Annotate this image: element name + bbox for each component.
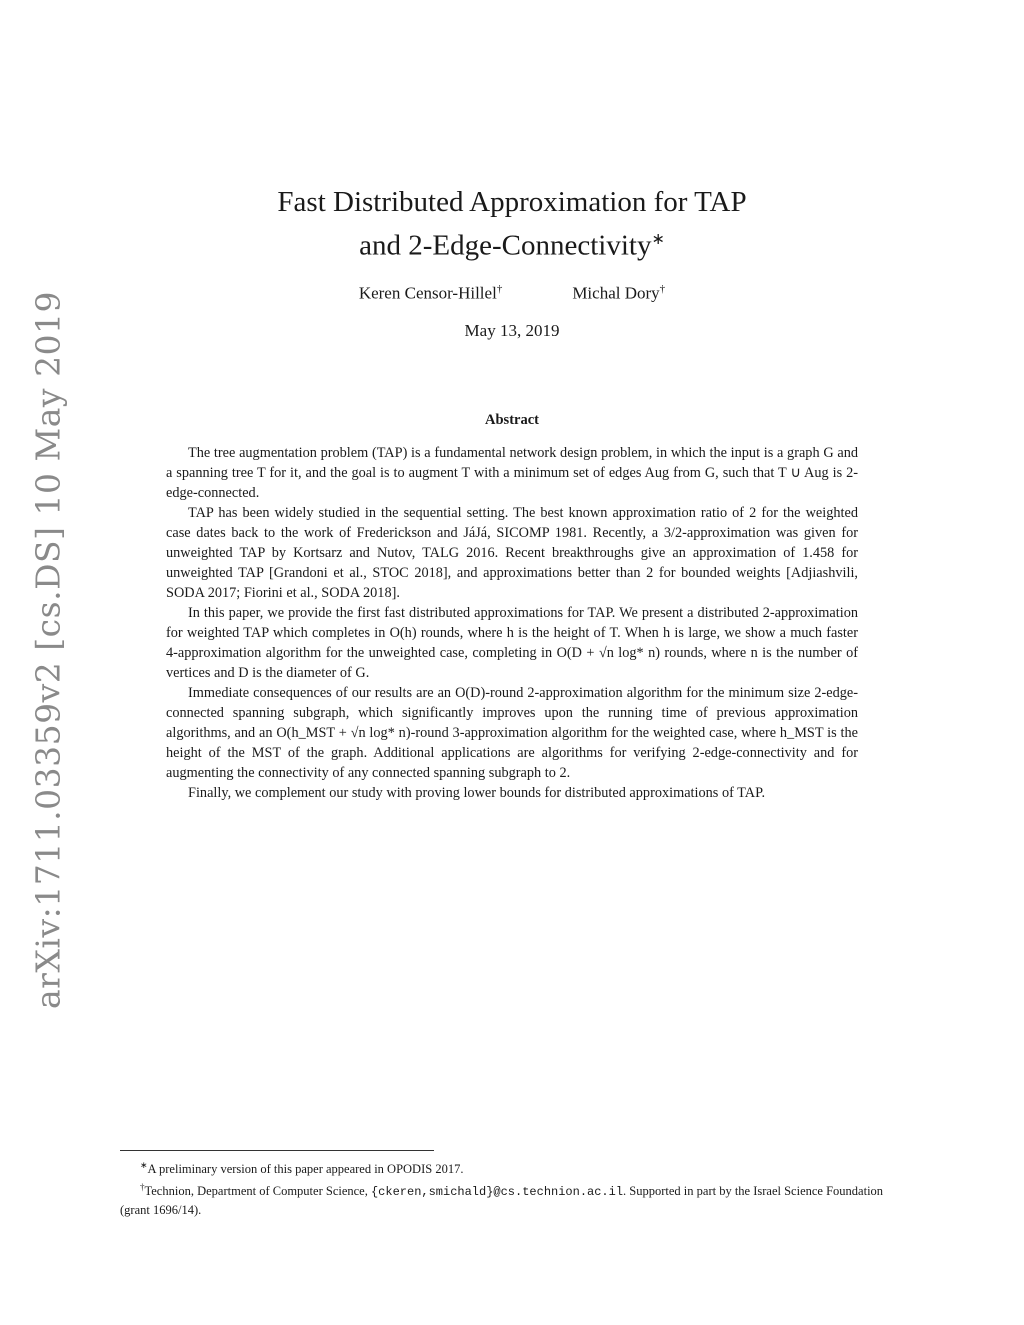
paper-date: May 13, 2019: [464, 321, 560, 340]
title-line-2: and 2-Edge-Connectivity∗: [359, 229, 665, 262]
email-address: {ckeren,smichald}@cs.technion.ac.il: [370, 1185, 624, 1200]
abstract-paragraph: In this paper, we provide the first fast distributed approximations for TAP. We present a distributed 2-approximation for weighted TAP which completes in O(h) rounds, where h is the height of T. When h is large, we show a much faster 4-approximation algorithm for the unweighted case, completing in O(D + √n log* n) rounds, where n is the number of vertices and D is the diameter of G.: [166, 605, 858, 681]
footnote: †Technion, Department of Computer Science, {ckeren,smichald}@cs.technion.ac.il. Supported in part by the Israel Science Foundation (grant 1696/14).: [120, 1182, 884, 1218]
footnotes: [120, 1150, 906, 1219]
title-line-1: Fast Distributed Approximation for TAP: [277, 186, 747, 218]
author-list: [0, 283, 1024, 304]
footnote-rule: [120, 1150, 434, 1151]
abstract-paragraph: Immediate consequences of our results are an O(D)-round 2-approximation algorithm for the minimum size 2-edge-connected spanning subgraph, which significantly improves upon the running time of previous approximation algorithms, and an O(h_MST + √n log* n)-round 3-approximation algorithm for the weighted case, where h_MST is the height of the MST of the graph. Additional applications are algorithms for verifying 2-edge-connectivity and for augmenting the connectivity of any connected spanning subgraph to 2.: [166, 685, 858, 781]
abstract-body: [166, 443, 858, 803]
footnote: ∗A preliminary version of this paper appeared in OPODIS 2017.: [140, 1160, 464, 1177]
abstract-heading: Abstract: [485, 412, 539, 428]
abstract-paragraph: TAP has been widely studied in the sequential setting. The best known approximation ratio of 2 for the weighted case dates back to the work of Frederickson and JáJá, SICOMP 1981. Recently, a 3/2-approximation was given for unweighted TAP by Kortsarz and Nutov, TALG 2016. Recent breakthroughs give an approximation of 1.458 for unweighted TAP [Grandoni et al., STOC 2018], and approximations better than 2 for bounded weights [Adjiashvili, SODA 2017; Fiorini et al., SODA 2018].: [166, 505, 858, 601]
author-name: Michal Dory†: [572, 283, 666, 303]
arxiv-identifier: arXiv:1711.03359v2 [cs.DS] 10 May 2019: [28, 290, 68, 1010]
abstract-paragraph: Finally, we complement our study with proving lower bounds for distributed approximations of TAP.: [188, 785, 766, 801]
paper-title: [0, 183, 1024, 265]
abstract-paragraph: The tree augmentation problem (TAP) is a fundamental network design problem, in which the input is a graph G and a spanning tree T for it, and the goal is to augment T with a minimum set of edges Aug from G, such that T ∪ Aug is 2-edge-connected.: [166, 445, 858, 501]
author-name: Keren Censor-Hillel†: [358, 283, 503, 303]
title-footnote-mark: ∗: [651, 231, 665, 248]
